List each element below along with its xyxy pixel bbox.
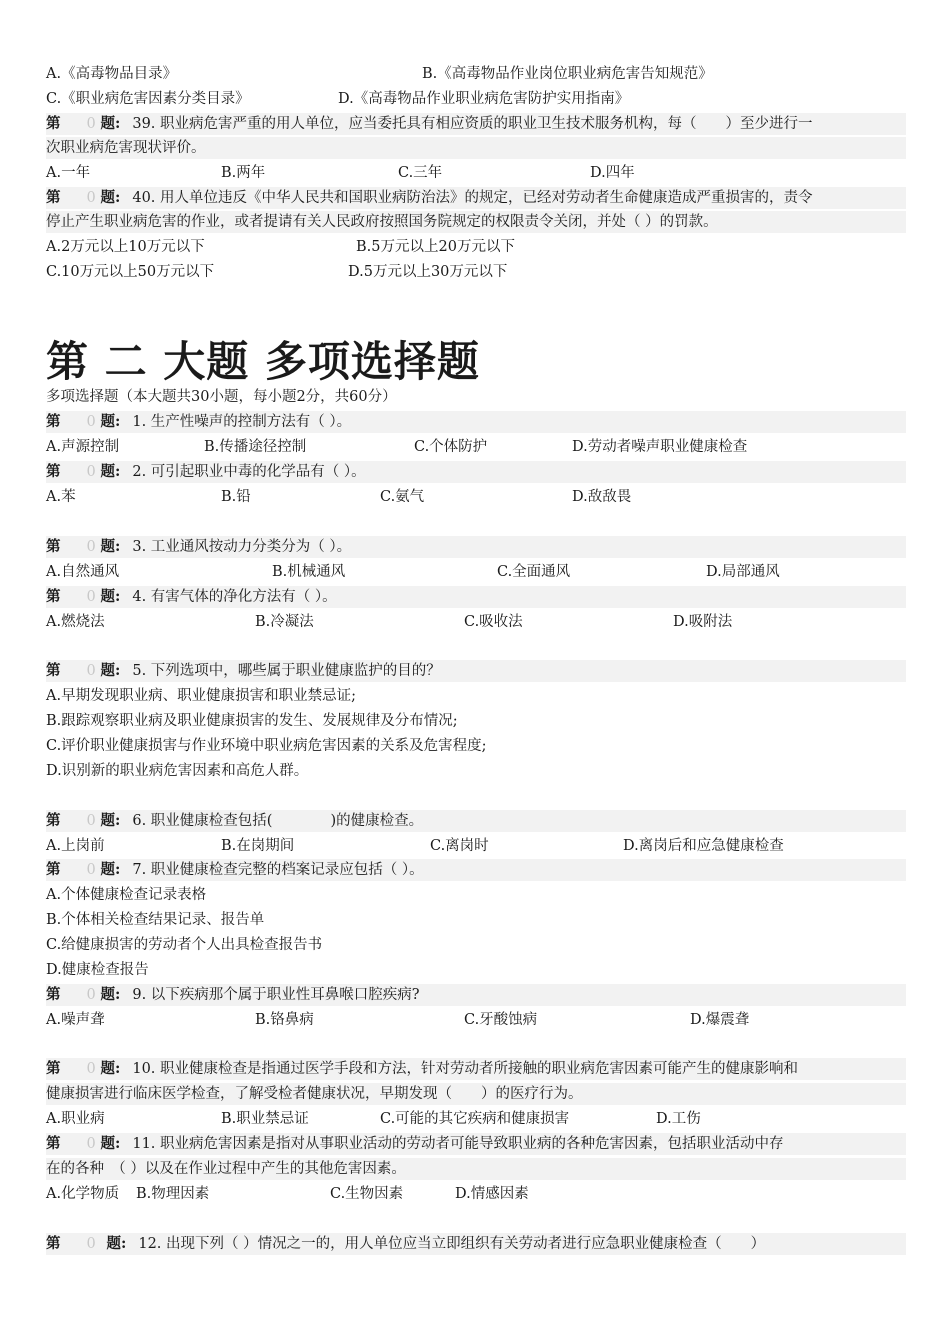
m2-option-a[interactable]: A.苯	[46, 489, 76, 505]
question-label: 第 0 题:	[46, 189, 121, 206]
question-m10-text-line2: 健康损害进行临床医学检查，了解受检者健康状况，早期发现（ ）的医疗行为。	[46, 1086, 583, 1102]
m4-option-d[interactable]: D.吸附法	[673, 614, 733, 630]
m7-option-a[interactable]: A.个体健康检查记录表格	[46, 887, 207, 903]
m7-option-d[interactable]: D.健康检查报告	[46, 962, 149, 978]
m6-option-b[interactable]: B.在岗期间	[221, 838, 295, 854]
q40-option-d[interactable]: D.5万元以上30万元以下	[348, 264, 508, 280]
m5-option-a[interactable]: A.早期发现职业病、职业健康损害和职业禁忌证;	[46, 688, 356, 704]
m7-option-c[interactable]: C.给健康损害的劳动者个人出具检查报告书	[46, 937, 323, 953]
m2-option-d[interactable]: D.敌敌畏	[572, 489, 632, 505]
question-label: 第 0 题:	[46, 538, 121, 555]
m1-option-d[interactable]: D.劳动者噪声职业健康检查	[572, 439, 748, 455]
question-m1-text: 1. 生产性噪声的控制方法有（ ）。	[132, 414, 352, 430]
q39-option-c[interactable]: C.三年	[398, 165, 443, 181]
m6-option-a[interactable]: A.上岗前	[46, 838, 105, 854]
question-40-text: 40. 用人单位违反《中华人民共和国职业病防治法》的规定，已经对劳动者生命健康造成严重损害的，责令	[132, 190, 813, 206]
question-m3-text: 3. 工业通风按动力分类分为（ ）。	[132, 539, 352, 555]
m9-option-c[interactable]: C.牙酸蚀病	[464, 1012, 538, 1028]
m3-option-b[interactable]: B.机械通风	[272, 564, 346, 580]
question-m5-text: 5. 下列选项中，哪些属于职业健康监护的目的？	[132, 663, 441, 679]
question-label: 第 0 题:	[46, 861, 121, 878]
question-label: 第 0 题:	[46, 662, 121, 679]
question-label: 第 0 题:	[46, 463, 121, 480]
m11-option-b[interactable]: B.物理因素	[136, 1186, 210, 1202]
question-39-header	[46, 113, 906, 135]
m3-option-d[interactable]: D.局部通风	[706, 564, 780, 580]
question-m6-header	[46, 810, 906, 832]
m9-option-a[interactable]: A.噪声聋	[46, 1012, 105, 1028]
m1-option-c[interactable]: C.个体防护	[414, 439, 488, 455]
m10-option-b[interactable]: B.职业禁忌证	[221, 1111, 309, 1127]
question-label: 第 0 题:	[46, 1135, 121, 1152]
question-m11-header	[46, 1133, 906, 1155]
m11-option-a[interactable]: A.化学物质	[46, 1186, 120, 1202]
question-m3-header	[46, 536, 906, 558]
question-40-text-cont	[46, 211, 906, 233]
q38-option-d[interactable]: D.《高毒物品作业职业病危害防护实用指南》	[338, 91, 630, 107]
question-39-text: 39. 职业病危害严重的用人单位，应当委托具有相应资质的职业卫生技术服务机构，每（ ）至少进行一	[132, 116, 813, 132]
question-label: 第 0 题:	[46, 1060, 121, 1077]
question-m5-header	[46, 660, 906, 682]
question-m4-header	[46, 586, 906, 608]
question-m1-header	[46, 411, 906, 433]
q38-options-row-1	[46, 63, 906, 85]
question-m9-header	[46, 984, 906, 1006]
q38-option-b[interactable]: B.《高毒物品作业岗位职业病危害告知规范》	[422, 66, 713, 82]
question-label: 第 0 题:	[46, 413, 121, 430]
m1-option-b[interactable]: B.传播途径控制	[204, 439, 307, 455]
section-title: 第 二 大题 多项选择题	[46, 337, 480, 386]
m10-option-a[interactable]: A.职业病	[46, 1111, 105, 1127]
question-label: 第 0 题:	[46, 115, 121, 132]
question-label: 第 0 题:	[46, 812, 121, 829]
m9-options	[46, 1009, 906, 1031]
question-m11-text-line2: 在的各种 （ ）以及在作业过程中产生的其他危害因素。	[46, 1161, 406, 1177]
q39-options	[46, 162, 906, 184]
m5-option-b[interactable]: B.跟踪观察职业病及职业健康损害的发生、发展规律及分布情况;	[46, 713, 458, 729]
section-description: 多项选择题（本大题共30小题，每小题2分，共60分）	[46, 389, 397, 405]
m10-option-d[interactable]: D.工伤	[656, 1111, 701, 1127]
m9-option-d[interactable]: D.爆震聋	[690, 1012, 750, 1028]
m5-option-c[interactable]: C.评价职业健康损害与作业环境中职业病危害因素的关系及危害程度;	[46, 738, 487, 754]
m1-options	[46, 436, 906, 458]
question-m11-text-cont	[46, 1158, 906, 1180]
m3-option-c[interactable]: C.全面通风	[497, 564, 571, 580]
m10-options	[46, 1108, 906, 1130]
question-40-text-line2: 停止产生职业病危害的作业，或者提请有关人民政府按照国务院规定的权限责令关闭，并处（ ）的罚款。	[46, 214, 718, 230]
m11-options	[46, 1183, 906, 1205]
m5-option-d[interactable]: D.识别新的职业病危害因素和高危人群。	[46, 763, 309, 779]
question-m10-text-cont	[46, 1083, 906, 1105]
question-label: 第 0 题:	[46, 986, 121, 1003]
question-label: 第 0 题:	[46, 588, 121, 605]
question-m12-text: 12. 出现下列（ ）情况之一的，用人单位应当立即组织有关劳动者进行应急职业健康检查（ ）	[138, 1236, 766, 1252]
m2-options	[46, 486, 906, 508]
m1-option-a[interactable]: A.声源控制	[46, 439, 120, 455]
question-m4-text: 4. 有害气体的净化方法有（ ）。	[132, 589, 337, 605]
m3-options	[46, 561, 906, 583]
question-m10-text: 10. 职业健康检查是指通过医学手段和方法，针对劳动者所接触的职业病危害因素可能产生的健康影响和	[132, 1061, 799, 1077]
q38-option-c[interactable]: C.《职业病危害因素分类目录》	[46, 91, 250, 107]
q40-options-row-1	[46, 236, 906, 258]
m2-option-c[interactable]: C.氨气	[380, 489, 425, 505]
m4-option-c[interactable]: C.吸收法	[464, 614, 523, 630]
m6-option-c[interactable]: C.离岗时	[430, 838, 489, 854]
m11-option-c[interactable]: C.生物因素	[330, 1186, 404, 1202]
m11-option-d[interactable]: D.情感因素	[455, 1186, 529, 1202]
m4-option-b[interactable]: B.冷凝法	[255, 614, 314, 630]
m6-option-d[interactable]: D.离岗后和应急健康检查	[623, 838, 784, 854]
q39-option-b[interactable]: B.两年	[221, 165, 266, 181]
q40-option-a[interactable]: A.2万元以上10万元以下	[46, 239, 205, 255]
q40-options-row-2	[46, 261, 906, 283]
question-m2-header	[46, 461, 906, 483]
m6-options	[46, 835, 906, 857]
q38-options-row-2	[46, 88, 906, 110]
m9-option-b[interactable]: B.铬鼻病	[255, 1012, 314, 1028]
question-40-header	[46, 187, 906, 209]
question-m7-header	[46, 859, 906, 881]
question-m12-header	[46, 1233, 906, 1255]
question-label: 第 0 题:	[46, 1235, 127, 1252]
q39-option-d[interactable]: D.四年	[590, 165, 635, 181]
m10-option-c[interactable]: C.可能的其它疾病和健康损害	[380, 1111, 570, 1127]
m2-option-b[interactable]: B.铅	[221, 489, 251, 505]
question-m7-text: 7. 职业健康检查完整的档案记录应包括（ ）。	[132, 862, 424, 878]
question-m9-text: 9. 以下疾病那个属于职业性耳鼻喉口腔疾病?	[132, 987, 420, 1003]
m4-option-a[interactable]: A.燃烧法	[46, 614, 105, 630]
m4-options	[46, 611, 906, 633]
q40-option-c[interactable]: C.10万元以上50万元以下	[46, 264, 215, 280]
q39-option-a[interactable]: A.一年	[46, 165, 91, 181]
q38-option-a[interactable]: A.《高毒物品目录》	[46, 66, 178, 82]
question-m10-header	[46, 1058, 906, 1080]
question-m2-text: 2. 可引起职业中毒的化学品有（ ）。	[132, 464, 366, 480]
question-m6-text: 6. 职业健康检查包括( )的健康检查。	[132, 813, 424, 829]
m7-option-b[interactable]: B.个体相关检查结果记录、报告单	[46, 912, 265, 928]
question-m11-text: 11. 职业病危害因素是指对从事职业活动的劳动者可能导致职业病的各种危害因素，包括职业活动中存	[132, 1136, 784, 1152]
q40-option-b[interactable]: B.5万元以上20万元以下	[356, 239, 515, 255]
question-39-text-cont	[46, 137, 906, 159]
m3-option-a[interactable]: A.自然通风	[46, 564, 120, 580]
question-39-text-line2: 次职业病危害现状评价。	[46, 140, 206, 156]
